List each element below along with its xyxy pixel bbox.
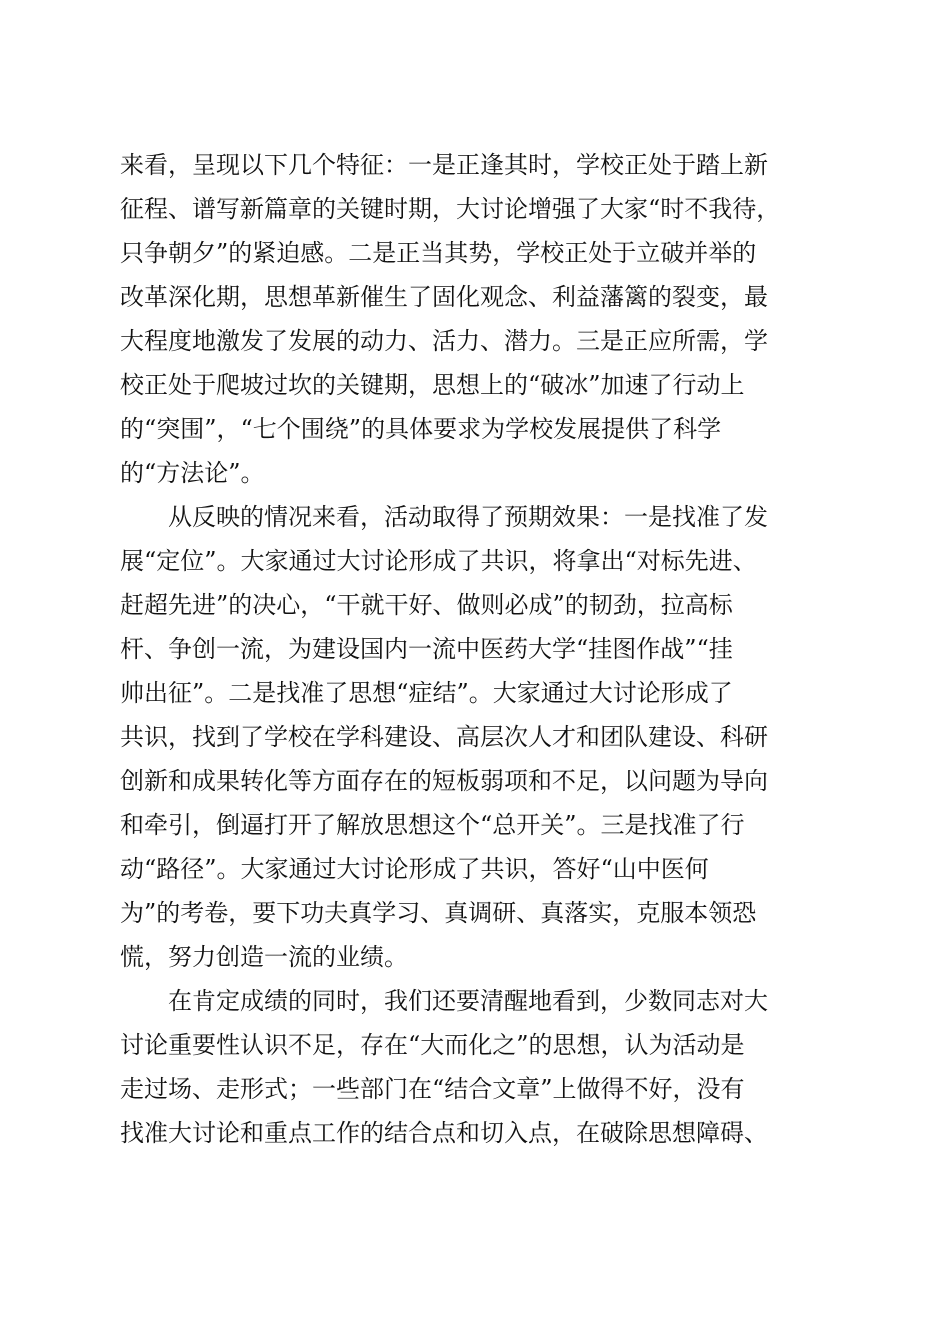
paragraph-2-line-9: 动“路径”。大家通过大讨论形成了共识，答好“山中医何: [120, 855, 709, 883]
paragraph-1-line-5: 大程度地激发了发展的动力、活力、潜力。三是正应所需，学: [120, 327, 768, 355]
paragraph-2-line-8: 和牵引，倒逼打开了解放思想这个“总开关”。三是找准了行: [120, 811, 745, 839]
paragraph-1-line-7: 的“突围”，“七个围绕”的具体要求为学校发展提供了科学: [120, 415, 722, 443]
paragraph-2-line-6: 共识，找到了学校在学科建设、高层次人才和团队建设、科研: [120, 723, 768, 751]
paragraph-2-line-10: 为”的考卷，要下功夫真学习、真调研、真落实，克服本领恐: [120, 899, 757, 927]
paragraph-1-line-1: 来看，呈现以下几个特征：一是正逢其时，学校正处于踏上新: [120, 151, 768, 179]
paragraph-3-line-4: 找准大讨论和重点工作的结合点和切入点，在破除思想障碍、: [120, 1119, 768, 1147]
paragraph-1-line-2: 征程、谱写新篇章的关键时期，大讨论增强了大家“时不我待，: [120, 195, 781, 223]
paragraph-2-line-2: 展“定位”。大家通过大讨论形成了共识，将拿出“对标先进、: [120, 547, 757, 575]
paragraph-3-line-1: 在肯定成绩的同时，我们还要清醒地看到，少数同志对大: [168, 987, 768, 1015]
paragraph-1-line-3: 只争朝夕”的紧迫感。二是正当其势，学校正处于立破并举的: [120, 239, 757, 267]
paragraph-2-line-3: 赶超先进”的决心，“干就干好、做则必成”的韧劲，拉高标: [120, 591, 733, 619]
body-text: [120, 143, 832, 1155]
paragraph-2-line-7: 创新和成果转化等方面存在的短板弱项和不足，以问题为导向: [120, 767, 768, 795]
paragraph-3-line-2: 讨论重要性认识不足，存在“大而化之”的思想，认为活动是: [120, 1031, 745, 1059]
paragraph-2-line-11: 慌，努力创造一流的业绩。: [120, 943, 408, 971]
paragraph-2-line-1: 从反映的情况来看，活动取得了预期效果：一是找准了发: [168, 503, 768, 531]
paragraph-1-line-8: 的“方法论”。: [120, 459, 265, 487]
paragraph-3-line-3: 走过场、走形式；一些部门在“结合文章”上做得不好，没有: [120, 1075, 745, 1103]
paragraph-1-line-6: 校正处于爬坡过坎的关键期，思想上的“破冰”加速了行动上: [120, 371, 745, 399]
paragraph-1-line-4: 改革深化期，思想革新催生了固化观念、利益藩篱的裂变，最: [120, 283, 768, 311]
paragraph-2-line-5: 帅出征”。二是找准了思想“症结”。大家通过大讨论形成了: [120, 679, 733, 707]
paragraph-2-line-4: 杆、争创一流，为建设国内一流中医药大学“挂图作战”“挂: [120, 635, 733, 663]
